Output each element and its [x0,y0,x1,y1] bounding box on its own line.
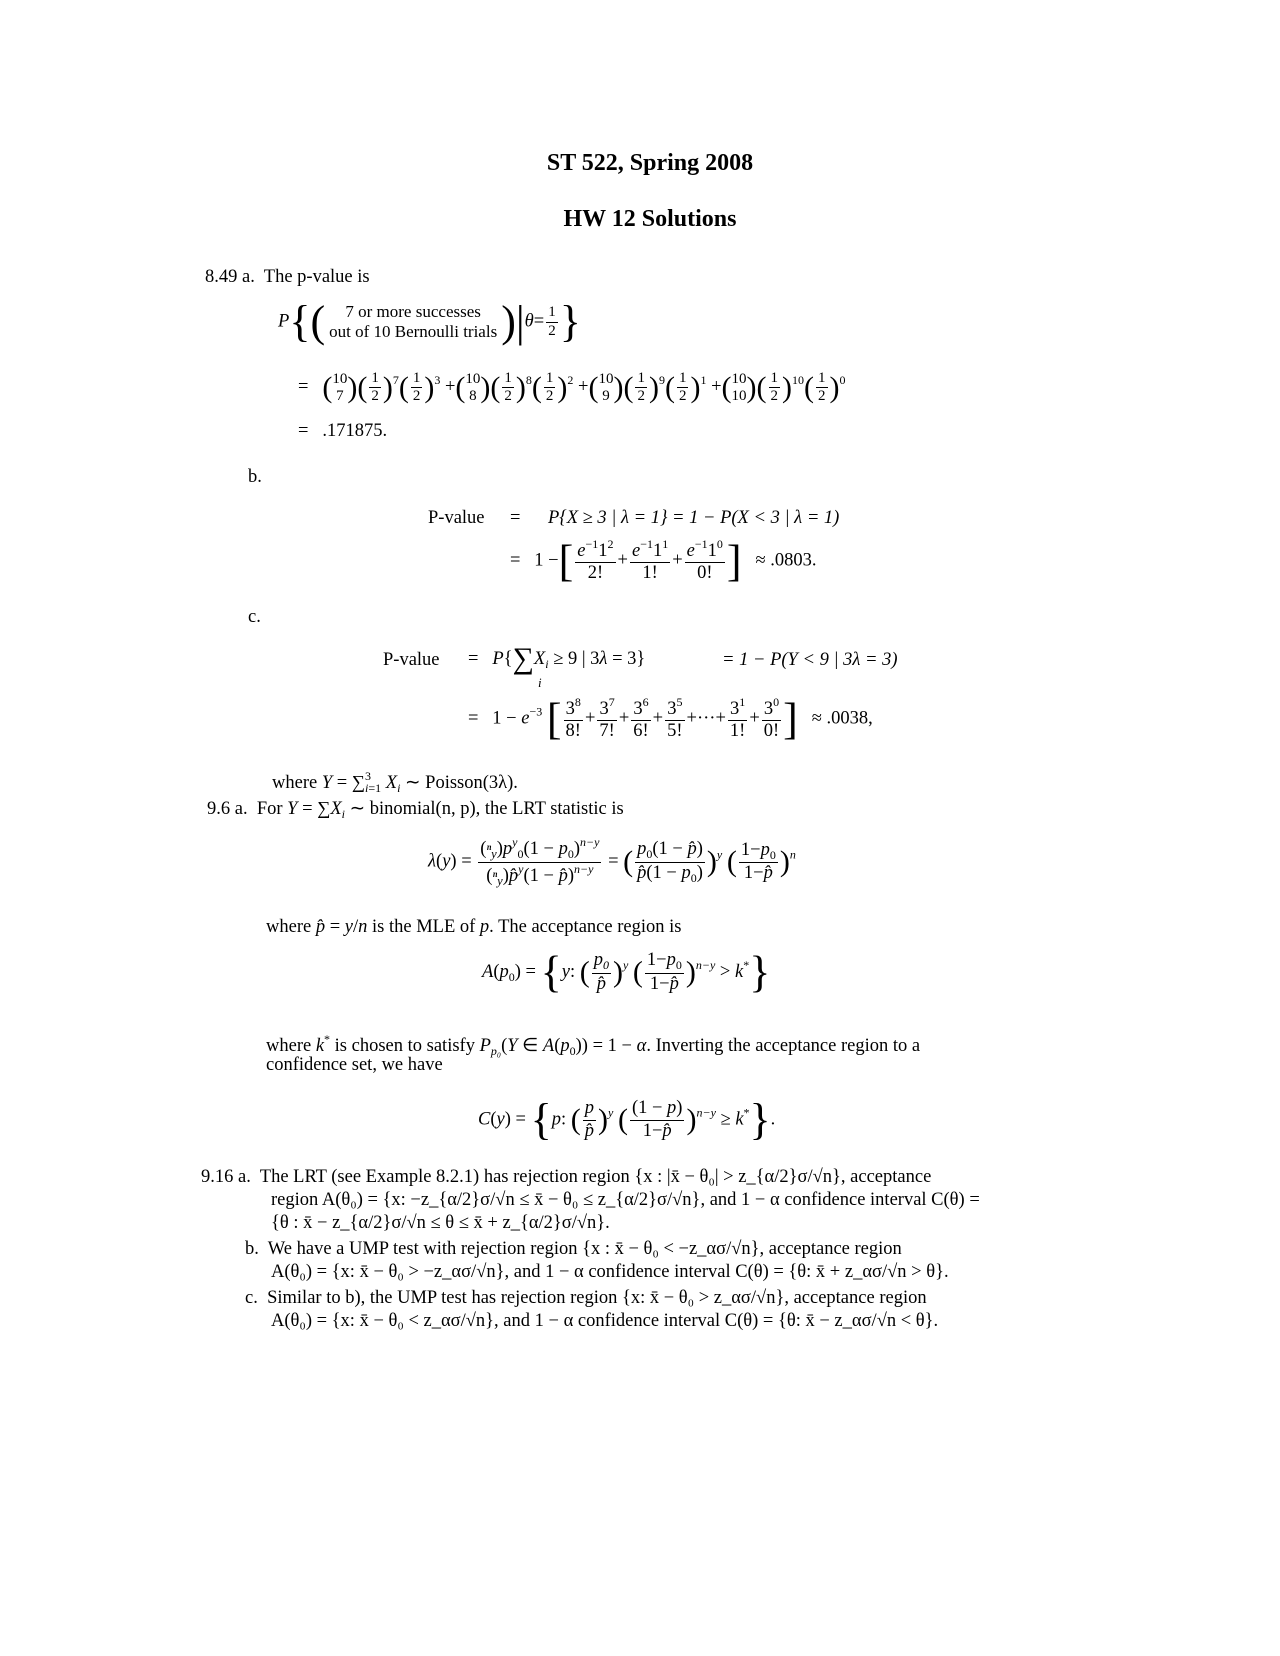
distribution: Poisson(3λ). [425,773,518,793]
problem-96a-intro: 9.6 a. For $Y = \sum X_i$ ∼ binomial(n, p), the LRT statistic is [207,799,624,821]
problem-text: binomial(n, p), the LRT statistic is [369,799,624,819]
problem-849b-label: b. [248,467,262,487]
equation-849c-line1-rhs: = 1 − P(Y < 9 | 3λ = 3) [722,650,898,670]
problem-text: Similar to b), the UMP test has rejection region {x: x̄ − θ₀ > z_ασ/√n}, acceptance region [267,1288,927,1308]
chosen-text: is chosen to satisfy [334,1036,475,1056]
problem-text: The p-value is [263,267,370,287]
equation-849c-index: i [538,675,542,690]
problem-916b-line1 [245,1240,902,1259]
problem-text: The LRT (see Example 8.2.1) has rejection region {x : |x̄ − θ₀| > z_{α/2}σ/√n}, acceptance [259,1167,932,1187]
result-value: .171875. [322,421,388,441]
equation-96a-confidence: C(y) = {p: ( $\frac{p}{p̂}$ )$^y$ ( $\frac{(1 - p)}{1-p̂}$ )$^{n-y}$ ≥ k*}. [478,1095,776,1144]
acceptance-text: The acceptance region is [498,917,682,937]
equation-849b-line2: = 1 −[ $\frac{e^{-1}1^2}{2!}$ + $\frac{e^{-1}1^1}{1!}$ + $\frac{e^{-1}1^0}{0!}$ ] ≈ .0803. [510,536,817,586]
equation-96a-confset: confidence set, we have [266,1055,443,1075]
equation-849b-eq1: = [510,508,521,528]
problem-849c-label: c. [248,607,261,627]
problem-label: b. [245,1239,259,1259]
problem-916a-line1 [201,1168,931,1187]
equation-849c-lhs: P-value [383,650,440,670]
problem-text: We have a UMP test with rejection region {x : x̄ − θ₀ < −z_ασ/√n}, acceptance region [267,1239,902,1259]
problem-916c-line1 [245,1289,927,1308]
invert-text: Inverting the acceptance region to a [655,1036,921,1056]
problem-label: c. [245,1288,258,1308]
equation-849a-line2: = ( 10 7 )( $\frac{1}{2}$ )$^7$( $\frac{1}{2}$ )$^3$ +( 10 8 )( $\frac{1}{2}$ )$^8$( $\frac{1}{2}$ )$^2$ +( 10 9 )( $\frac{1}{2}$ )$^9$( $\frac{1}{2}$ )$^1$ +( 10 10 )( $\frac{1}{2}$ )$^{10}$( $\frac{1}{2}$ )$^0$ [298,370,846,405]
equation-96a-where: where p̂ = y/n is the MLE of p. The acceptance region is [266,917,682,937]
event-bottom: out of 10 Bernoulli trials [329,322,498,341]
equation-849b-lhs: P-value [428,508,485,528]
problem-916b-line2: A(θ₀) = {x: x̄ − θ₀ > −z_ασ/√n}, and 1 − α confidence interval C(θ) = {θ: x̄ + z_ασ/√n > θ}. [271,1262,949,1282]
problem-916a-line2: region A(θ₀) = {x: −z_{α/2}σ/√n ≤ x̄ − θ₀ ≤ z_{α/2}σ/√n}, and 1 − α confidence interval C(θ) = [271,1190,980,1210]
page-title: ST 522, Spring 2008 [546,150,754,176]
equation-849c-where: where Y = ∑$^3_{i=1}$ $X_i$ ∼ Poisson(3λ). [272,769,518,795]
problem-label: 8.49 a. [205,267,255,287]
equation-849c-line2: = $1 - e^{-3}$ [ $\frac{3^8}{8!}$ + $\frac{3^7}{7!}$ + $\frac{3^6}{6!}$ + $\frac{3^5}{5!}$ +···+ $\frac{3^1}{1!}$ + $\frac{3^0}{0!}$ ] ≈ .0038, [468,694,873,744]
equation-849a-line1: P{( 7 or more successes out of 10 Bernoulli trials )|θ= $\frac{1}{2}$ } [278,297,581,346]
equation-96a-lrt: λ(y) = $\frac{(^n_y)p^y_0(1 - p_0)^{n-y}}{(^n_y)p̂^y(1 - p̂)^{n-y}}$ = ( $\frac{p_0(1 - p̂)}{p̂(1 - p_0)}$ )$^y$ ( $\frac{1-p_0}{1-p̂}$ )$^n$ [428,835,796,888]
problem-849a-intro [205,268,370,287]
problem-916a-line3: {θ : x̄ − z_{α/2}σ/√n ≤ θ ≤ x̄ + z_{α/2}σ/√n}. [271,1213,610,1233]
equation-96a-chosen: where k* is chosen to satisfy $P_{p_0}(Y$ ∈ $A(p_0)) = 1 - \alpha$. Inverting the acceptance region to a [266,1032,921,1058]
approx-value: ≈ .0803. [755,550,817,571]
equation-849a-result: = .171875. [298,421,388,441]
equation-849c-line1: = $P\{\sum X_i \ge 9$ | 3λ = 3} [468,642,646,675]
problem-label: 9.16 a. [201,1167,251,1187]
mle-text: is the MLE of [372,917,476,937]
problem-label: 9.6 a. [207,799,248,819]
event-top: 7 or more successes [345,302,481,322]
equation-849b-line1: P{X ≥ 3 | λ = 1} = 1 − P(X < 3 | λ = 1) [548,508,840,528]
problem-916c-line2: A(θ₀) = {x: x̄ − θ₀ < z_ασ/√n}, and 1 − α confidence interval C(θ) = {θ: x̄ − z_ασ/√n < θ}. [271,1311,939,1331]
approx-value: ≈ .0038, [811,708,873,729]
equation-96a-acceptance: $A(p_0) = \{y$: ( $\frac{p_0}{p̂}$ )$^y$ ( $\frac{1-p_0}{1-p̂}$ )$^{n-y}$ > k*} [482,947,771,997]
page-subtitle: HW 12 Solutions [563,206,737,232]
